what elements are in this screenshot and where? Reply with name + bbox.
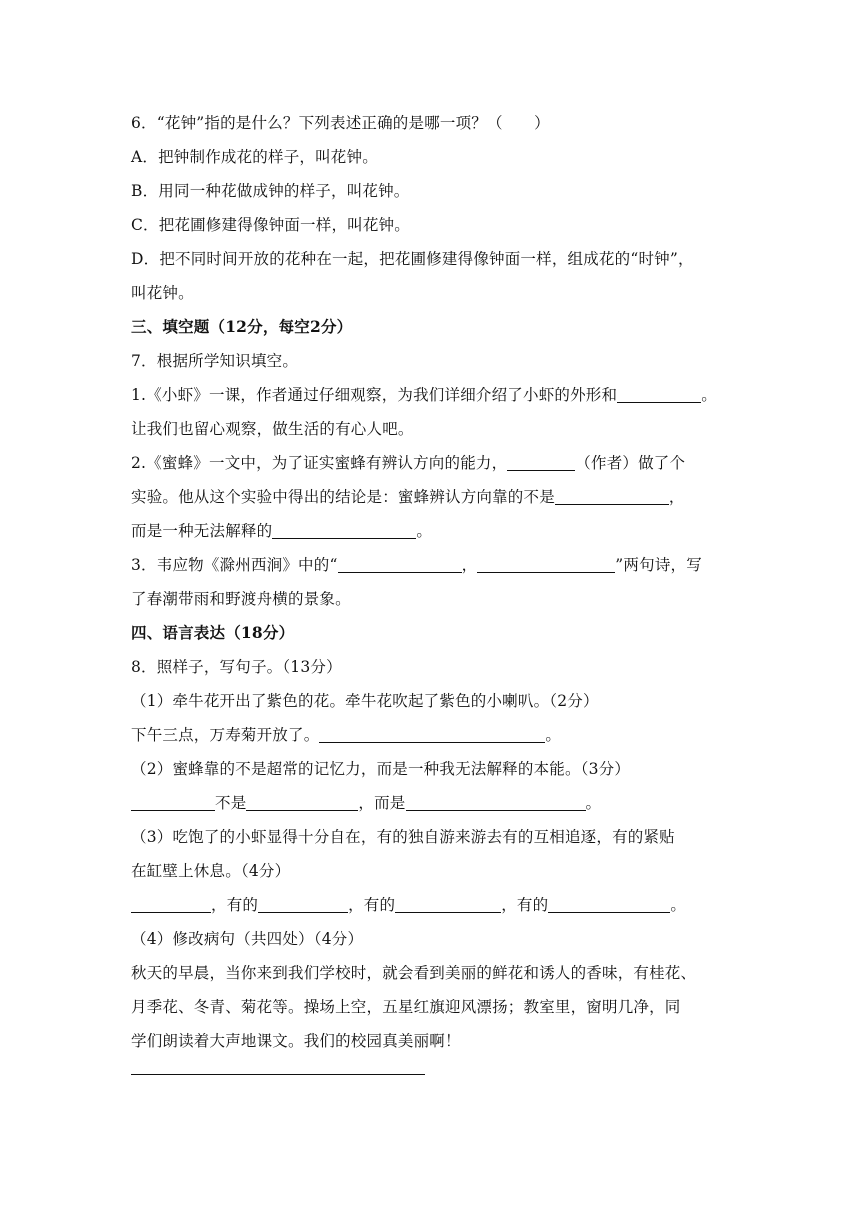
sub-question-3-line2: 在缸壁上休息。（4分） — [131, 862, 291, 880]
answer-blank[interactable] — [131, 793, 215, 811]
answer-blank[interactable] — [555, 487, 669, 505]
option-d-line1: D．把不同时间开放的花种在一起，把花圃修建得像钟面一样，组成花的“时钟”， — [131, 250, 694, 268]
faulty-paragraph-line1: 秋天的早晨，当你来到我们学校时，就会看到美丽的鲜花和诱人的香味，有桂花、 — [131, 964, 697, 982]
text: 3．韦应物《滁州西涧》中的“ — [131, 556, 338, 574]
fill-item-2-line2 — [131, 480, 731, 514]
text: ， — [461, 556, 478, 574]
sub-question-3-line1: （3）吃饱了的小虾显得十分自在，有的独自游来游去有的互相追逐，有的紧贴 — [131, 828, 675, 846]
option-d-line2: 叫花钟。 — [131, 284, 194, 302]
answer-blank[interactable] — [272, 521, 416, 539]
option-c: C．把花圃修建得像钟面一样，叫花钟。 — [131, 216, 410, 234]
text: 。 — [545, 726, 562, 744]
text: 。 — [670, 896, 687, 914]
text: ，有的 — [211, 896, 259, 914]
sub-question-2-answer-line — [131, 786, 731, 820]
question-8-stem: 8．照样子，写句子。（13分） — [131, 658, 342, 676]
text: 1.《小虾》一课，作者通过仔细观察，为我们详细介绍了小虾的外形和 — [131, 386, 618, 404]
faulty-paragraph-line2: 月季花、冬青、菊花等。操场上空，五星红旗迎风漂扬；教室里，窗明几净，同 — [131, 998, 681, 1016]
section-4-title: 四、语言表达（18分） — [131, 623, 295, 642]
sub-question-4: （4）修改病句（共四处）（4分） — [131, 930, 364, 948]
sub-question-1-answer-line — [131, 718, 731, 752]
option-a: A．把钟制作成花的样子，叫花钟。 — [131, 148, 378, 166]
sub-question-3-answer-line — [131, 888, 731, 922]
fill-item-1-line2: 让我们也留心观察，做生活的有心人吧。 — [131, 420, 414, 438]
text: 实验。他从这个实验中得出的结论是：蜜蜂辨认方向靠的不是 — [131, 488, 555, 506]
faulty-paragraph-line3: 学们朗读着大声地课文。我们的校园真美丽啊！ — [131, 1032, 461, 1050]
option-b: B．用同一种花做成钟的样子，叫花钟。 — [131, 182, 410, 200]
sub-question-1: （1）牵牛花开出了紫色的花。牵牛花吹起了紫色的小喇叭。（2分） — [131, 692, 599, 710]
section-3-title: 三、填空题（12分，每空2分） — [131, 317, 353, 336]
text: 。 — [585, 794, 602, 812]
text: 下午三点，万寿菊开放了。 — [131, 726, 320, 744]
fill-item-2-line1 — [131, 446, 731, 480]
fill-item-3-line2: 了春潮带雨和野渡舟横的景象。 — [131, 590, 351, 608]
answer-blank[interactable] — [406, 793, 586, 811]
text: ，有的 — [348, 896, 396, 914]
sub-question-2: （2）蜜蜂靠的不是超常的记忆力，而是一种我无法解释的本能。（3分） — [131, 760, 631, 778]
answer-blank[interactable] — [246, 793, 358, 811]
question-7-stem: 7．根据所学知识填空。 — [131, 352, 299, 370]
answer-blank[interactable] — [477, 555, 615, 573]
question-6-stem: 6．“花钟”指的是什么？下列表述正确的是哪一项？（ ） — [131, 114, 550, 132]
answer-blank[interactable] — [617, 385, 701, 403]
answer-blank[interactable] — [319, 725, 545, 743]
text: 不是 — [215, 794, 247, 812]
text: （作者）做了个 — [575, 454, 686, 472]
text: ，而是 — [358, 794, 406, 812]
text: 。 — [701, 386, 717, 404]
text: ， — [668, 488, 685, 506]
answer-blank[interactable] — [548, 895, 670, 913]
answer-line[interactable] — [131, 1074, 425, 1075]
fill-item-2-line3 — [131, 514, 731, 548]
text: 。 — [416, 522, 433, 540]
text: 2.《蜜蜂》一文中，为了证实蜜蜂有辨认方向的能力， — [131, 454, 508, 472]
text: ”两句诗，写 — [615, 556, 702, 574]
answer-blank[interactable] — [395, 895, 501, 913]
answer-blank[interactable] — [507, 453, 575, 471]
text: ，有的 — [501, 896, 549, 914]
answer-blank[interactable] — [338, 555, 462, 573]
answer-blank[interactable] — [258, 895, 348, 913]
answer-blank[interactable] — [131, 895, 211, 913]
fill-item-3-line1 — [131, 548, 731, 582]
fill-item-1-line1 — [131, 378, 731, 412]
text: 而是一种无法解释的 — [131, 522, 273, 540]
